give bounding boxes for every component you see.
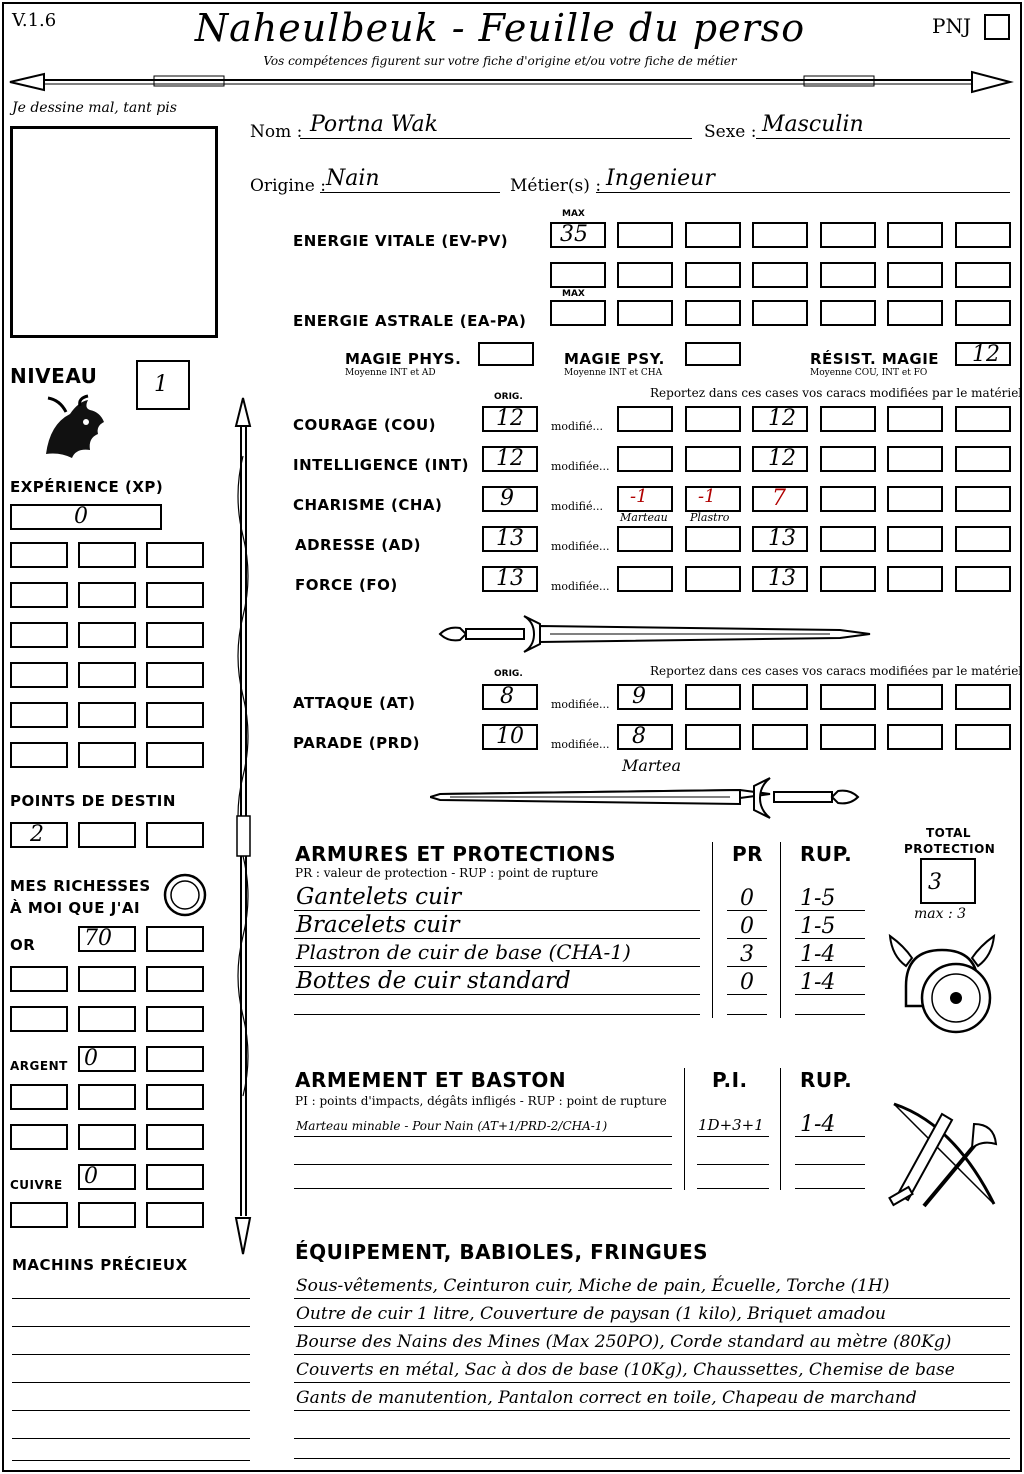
- argent-box[interactable]: [10, 1084, 68, 1110]
- orig-label: ORIG.: [494, 392, 523, 402]
- argent-box[interactable]: [146, 1084, 204, 1110]
- machins-line[interactable]: [12, 1392, 250, 1411]
- xp-grid-box[interactable]: [78, 582, 136, 608]
- destin-box[interactable]: [78, 822, 136, 848]
- equipement-title: ÉQUIPEMENT, BABIOLES, FRINGUES: [295, 1240, 709, 1264]
- ea-box[interactable]: [820, 300, 876, 326]
- arme-row[interactable]: [294, 1168, 672, 1189]
- stat-mod-box[interactable]: [955, 566, 1011, 592]
- xp-label: EXPÉRIENCE (XP): [10, 478, 164, 496]
- xp-grid-box[interactable]: [146, 662, 204, 688]
- xp-grid-box[interactable]: [78, 542, 136, 568]
- combat-mod-box[interactable]: [955, 684, 1011, 710]
- sword-icon: [430, 776, 880, 820]
- helmet-shield-icon: [886, 926, 996, 1036]
- or-box[interactable]: [146, 1006, 204, 1032]
- armure-pr: 0: [740, 970, 754, 995]
- arme-pi-field[interactable]: [697, 1168, 769, 1189]
- max-protection-note: max : 3: [914, 906, 967, 922]
- stat-mod-note: Marteau: [620, 511, 668, 524]
- armures-note: PR : valeur de protection - RUP : point de rupture: [295, 866, 599, 880]
- armement-rup-header: RUP.: [800, 1068, 853, 1092]
- sexe-value: Masculin: [762, 112, 864, 137]
- stat-mod-value: 7: [772, 486, 786, 511]
- stat-mod-value: -1: [698, 486, 716, 507]
- stat-mod-box[interactable]: [685, 526, 741, 552]
- armure-name: Bottes de cuir standard: [296, 968, 571, 994]
- stat-orig-value: 9: [500, 486, 514, 511]
- or-box[interactable]: [146, 966, 204, 992]
- niveau-label: NIVEAU: [10, 364, 98, 388]
- xp-grid-box[interactable]: [78, 622, 136, 648]
- stat-mod-box[interactable]: [685, 406, 741, 432]
- ev-box[interactable]: [752, 222, 808, 248]
- stat-orig-value: 13: [496, 526, 524, 551]
- equipement-text: Sous-vêtements, Ceinturon cuir, Miche de pain, Écuelle, Torche (1H): [296, 1276, 890, 1296]
- equipement-text: Couverts en métal, Sac à dos de base (10Kg), Chaussettes, Chemise de base: [296, 1360, 955, 1380]
- cuivre-box[interactable]: [10, 1202, 68, 1228]
- machins-line[interactable]: [12, 1308, 250, 1327]
- combat-orig-value: 10: [496, 724, 524, 749]
- richesses-label: MES RICHESSES: [10, 877, 151, 895]
- pnj-checkbox[interactable]: [984, 14, 1010, 40]
- stat-mod-box[interactable]: [887, 526, 943, 552]
- stat-mod-value: 13: [768, 526, 796, 551]
- xp-grid-box[interactable]: [146, 742, 204, 768]
- arme-row[interactable]: [294, 1142, 672, 1165]
- armure-rup: 1-5: [800, 914, 836, 939]
- destin-value: 2: [30, 822, 44, 847]
- machins-line[interactable]: [12, 1336, 250, 1355]
- ea-label: ENERGIE ASTRALE (EA-PA): [293, 312, 527, 330]
- combat-mod-box[interactable]: [887, 684, 943, 710]
- stat-mod-box[interactable]: [685, 566, 741, 592]
- machins-label: MACHINS PRÉCIEUX: [12, 1256, 188, 1274]
- ea-box[interactable]: [752, 300, 808, 326]
- argent-box[interactable]: [78, 1124, 136, 1150]
- combat-mod-value: 9: [632, 684, 646, 709]
- ev-box[interactable]: [550, 262, 606, 288]
- ev-box[interactable]: [685, 222, 741, 248]
- magie-psy-label: MAGIE PSY.: [564, 350, 665, 368]
- or-label: OR: [10, 936, 36, 954]
- argent-label: ARGENT: [10, 1059, 68, 1073]
- stat-label: INTELLIGENCE (INT): [293, 456, 469, 474]
- resist-magie-label: RÉSIST. MAGIE: [810, 350, 940, 368]
- page-title: Naheulbeuk - Feuille du perso: [194, 6, 806, 50]
- combat-mod-label: modifiée...: [551, 698, 610, 711]
- niveau-value: 1: [154, 372, 168, 397]
- dragon-icon: [36, 394, 108, 464]
- or-box[interactable]: [10, 966, 68, 992]
- combat-mod-box[interactable]: [685, 724, 741, 750]
- armure-pr-field[interactable]: [727, 998, 767, 1015]
- arme-pi-field[interactable]: [697, 1142, 769, 1165]
- armure-row[interactable]: [294, 998, 700, 1015]
- combat-note: Martea: [622, 756, 682, 775]
- arme-pi: 1D+3+1: [698, 1116, 764, 1134]
- cuivre-box[interactable]: [78, 1202, 136, 1228]
- ev-max-label: MAX: [562, 209, 585, 219]
- armement-note: PI : points d'impacts, dégâts infligés - RUP : point de rupture: [295, 1094, 667, 1108]
- crossed-weapons-icon: [884, 1094, 1004, 1218]
- magie-psy-note: Moyenne INT et CHA: [564, 368, 663, 378]
- armures-divider: [780, 842, 781, 1018]
- armure-rup-field[interactable]: [795, 998, 865, 1015]
- or-box[interactable]: [78, 966, 136, 992]
- sword-icon: [430, 612, 880, 656]
- combat-mod-value: 8: [632, 724, 646, 749]
- magie-phys-label: MAGIE PHYS.: [345, 350, 462, 368]
- stat-mod-label: modifiée...: [551, 540, 610, 553]
- arme-rup: 1-4: [800, 1112, 836, 1137]
- stat-mod-box[interactable]: [955, 486, 1011, 512]
- ev-box[interactable]: [617, 222, 673, 248]
- armures-divider: [712, 842, 713, 1018]
- argent-box[interactable]: [78, 1084, 136, 1110]
- stat-mod-box[interactable]: [955, 526, 1011, 552]
- or-box[interactable]: [146, 926, 204, 952]
- stat-label: COURAGE (COU): [293, 416, 437, 434]
- stat-mod-box[interactable]: [685, 446, 741, 472]
- origine-label: Origine :: [250, 176, 326, 196]
- xp-value: 0: [74, 504, 88, 529]
- stat-mod-value: 12: [768, 406, 796, 431]
- ev-box[interactable]: [887, 222, 943, 248]
- equipement-line[interactable]: [294, 1442, 1010, 1459]
- combat-mod-box[interactable]: [752, 684, 808, 710]
- equipement-line[interactable]: [294, 1414, 1010, 1439]
- total-protection-label: TOTAL: [926, 826, 972, 840]
- ev-box[interactable]: [820, 222, 876, 248]
- combat-mod-box[interactable]: [955, 724, 1011, 750]
- stat-mod-box[interactable]: [887, 566, 943, 592]
- argent-box[interactable]: [10, 1124, 68, 1150]
- destin-label: POINTS DE DESTIN: [10, 792, 176, 810]
- cuivre-box[interactable]: [146, 1164, 204, 1190]
- argent-value: 0: [84, 1046, 98, 1071]
- page-subtitle: Vos compétences figurent sur votre fiche d'origine et/ou votre fiche de métier: [263, 54, 737, 68]
- armure-pr: 0: [740, 914, 754, 939]
- xp-grid-box[interactable]: [146, 542, 204, 568]
- version-label: V.1.6: [12, 10, 57, 31]
- xp-grid-box[interactable]: [10, 662, 68, 688]
- stat-mod-box[interactable]: [820, 406, 876, 432]
- stat-mod-box[interactable]: [887, 446, 943, 472]
- stat-mod-value: 12: [768, 446, 796, 471]
- equipement-text: Gants de manutention, Pantalon correct en toile, Chapeau de marchand: [296, 1388, 917, 1408]
- pnj-label: PNJ: [932, 14, 971, 38]
- xp-grid-box[interactable]: [10, 702, 68, 728]
- pi-header: P.I.: [712, 1068, 748, 1092]
- xp-grid-box[interactable]: [10, 742, 68, 768]
- report-note: Reportez dans ces cases vos caracs modifiées par le matériel: [650, 664, 1023, 678]
- stat-mod-box[interactable]: [955, 406, 1011, 432]
- coin-icon: [162, 872, 208, 918]
- origine-value: Nain: [326, 166, 380, 191]
- xp-grid-box[interactable]: [10, 542, 68, 568]
- combat-mod-box[interactable]: [887, 724, 943, 750]
- machins-line[interactable]: [12, 1420, 250, 1439]
- cuivre-box[interactable]: [146, 1202, 204, 1228]
- argent-box[interactable]: [146, 1046, 204, 1072]
- xp-grid-box[interactable]: [78, 742, 136, 768]
- spear-icon: [226, 396, 260, 1256]
- stat-mod-box[interactable]: [887, 486, 943, 512]
- metier-value: Ingenieur: [606, 166, 715, 191]
- armure-pr: 0: [740, 886, 754, 911]
- or-box[interactable]: [10, 1006, 68, 1032]
- resist-magie-note: Moyenne COU, INT et FO: [810, 368, 928, 378]
- or-value: 70: [84, 926, 112, 951]
- combat-mod-box[interactable]: [752, 724, 808, 750]
- nom-label: Nom :: [250, 122, 303, 142]
- ev-box[interactable]: [820, 262, 876, 288]
- magie-psy-box[interactable]: [685, 342, 741, 366]
- xp-grid-box[interactable]: [78, 662, 136, 688]
- portrait-box[interactable]: [10, 126, 218, 338]
- stat-mod-label: modifiée...: [551, 580, 610, 593]
- rup-header: RUP.: [800, 842, 853, 866]
- ea-box[interactable]: [887, 300, 943, 326]
- stat-mod-box[interactable]: [820, 526, 876, 552]
- machins-line[interactable]: [12, 1446, 250, 1461]
- combat-mod-box[interactable]: [820, 684, 876, 710]
- armure-rup: 1-5: [800, 886, 836, 911]
- armement-title: ARMEMENT ET BASTON: [295, 1068, 567, 1092]
- spear-divider-icon: [4, 66, 1016, 94]
- nom-value: Portna Wak: [310, 112, 438, 137]
- equipement-text: Bourse des Nains des Mines (Max 250PO), Corde standard au mètre (80Kg): [296, 1332, 952, 1352]
- portrait-caption: Je dessine mal, tant pis: [12, 100, 177, 116]
- stat-mod-note: Plastro: [690, 511, 730, 524]
- armure-pr: 3: [740, 942, 754, 967]
- total-protection-label-2: PROTECTION: [904, 842, 996, 856]
- report-note: Reportez dans ces cases vos caracs modifiées par le matériel: [650, 386, 1023, 400]
- stat-mod-value: -1: [630, 486, 648, 507]
- ea-max-label: MAX: [562, 289, 585, 299]
- ev-box[interactable]: [887, 262, 943, 288]
- arme-name: Marteau minable - Pour Nain (AT+1/PRD-2/CHA-1): [296, 1119, 608, 1133]
- ev-box[interactable]: [752, 262, 808, 288]
- ea-box[interactable]: [685, 300, 741, 326]
- stat-mod-label: modifiée...: [551, 460, 610, 473]
- armement-divider: [684, 1068, 685, 1190]
- metier-label: Métier(s) :: [510, 176, 602, 196]
- argent-box[interactable]: [146, 1124, 204, 1150]
- armure-name: Bracelets cuir: [296, 912, 460, 938]
- stat-label: ADRESSE (AD): [295, 536, 422, 554]
- richesses-label-2: À MOI QUE J'AI: [10, 899, 141, 917]
- ea-box[interactable]: [955, 300, 1011, 326]
- ev-box[interactable]: [617, 262, 673, 288]
- stat-mod-value: 13: [768, 566, 796, 591]
- resist-magie-value: 12: [972, 342, 1000, 367]
- ev-box[interactable]: [955, 222, 1011, 248]
- cuivre-label: CUIVRE: [10, 1178, 63, 1192]
- stat-label: CHARISME (CHA): [293, 496, 443, 514]
- stat-mod-box[interactable]: [820, 566, 876, 592]
- pr-header: PR: [732, 842, 764, 866]
- stat-mod-box[interactable]: [617, 406, 673, 432]
- ea-max-box[interactable]: [550, 300, 606, 326]
- ev-box[interactable]: [685, 262, 741, 288]
- stat-mod-box[interactable]: [617, 446, 673, 472]
- armure-rup: 1-4: [800, 942, 836, 967]
- combat-mod-box[interactable]: [685, 684, 741, 710]
- stat-mod-label: modifié...: [551, 420, 603, 433]
- ev-box[interactable]: [955, 262, 1011, 288]
- stat-mod-box[interactable]: [617, 526, 673, 552]
- ev-max-value: 35: [560, 222, 588, 247]
- combat-label: ATTAQUE (AT): [293, 694, 416, 712]
- ea-box[interactable]: [617, 300, 673, 326]
- stat-orig-value: 12: [496, 446, 524, 471]
- destin-box[interactable]: [146, 822, 204, 848]
- magie-phys-note: Moyenne INT et AD: [345, 368, 436, 378]
- combat-label: PARADE (PRD): [293, 734, 421, 752]
- combat-mod-box[interactable]: [820, 724, 876, 750]
- stat-mod-box[interactable]: [887, 406, 943, 432]
- stat-orig-value: 12: [496, 406, 524, 431]
- equipement-text: Outre de cuir 1 litre, Couverture de paysan (1 kilo), Briquet amadou: [296, 1304, 886, 1324]
- combat-mod-label: modifiée...: [551, 738, 610, 751]
- sexe-label: Sexe :: [704, 122, 757, 142]
- xp-grid-box[interactable]: [78, 702, 136, 728]
- armement-divider: [780, 1068, 781, 1190]
- or-box[interactable]: [78, 1006, 136, 1032]
- machins-line[interactable]: [12, 1280, 250, 1299]
- stat-mod-box[interactable]: [820, 486, 876, 512]
- armure-rup: 1-4: [800, 970, 836, 995]
- xp-grid-box[interactable]: [10, 582, 68, 608]
- cuivre-value: 0: [84, 1164, 98, 1189]
- arme-rup-field[interactable]: [795, 1168, 865, 1189]
- armures-title: ARMURES ET PROTECTIONS: [295, 842, 616, 866]
- xp-grid-box[interactable]: [10, 622, 68, 648]
- magie-phys-box[interactable]: [478, 342, 534, 366]
- armure-name: Plastron de cuir de base (CHA-1): [296, 940, 631, 964]
- stat-label: FORCE (FO): [295, 576, 398, 594]
- total-protection-value: 3: [928, 870, 942, 895]
- stat-mod-box[interactable]: [820, 446, 876, 472]
- stat-mod-box[interactable]: [955, 446, 1011, 472]
- arme-rup-field[interactable]: [795, 1142, 865, 1165]
- xp-grid-box[interactable]: [146, 622, 204, 648]
- stat-mod-box[interactable]: [617, 566, 673, 592]
- combat-orig-value: 8: [500, 684, 514, 709]
- stat-orig-value: 13: [496, 566, 524, 591]
- orig-label: ORIG.: [494, 669, 523, 679]
- xp-grid-box[interactable]: [146, 582, 204, 608]
- machins-line[interactable]: [12, 1364, 250, 1383]
- ev-label: ENERGIE VITALE (EV-PV): [293, 232, 509, 250]
- stat-mod-label: modifié...: [551, 500, 603, 513]
- armure-name: Gantelets cuir: [296, 884, 462, 910]
- xp-grid-box[interactable]: [146, 702, 204, 728]
